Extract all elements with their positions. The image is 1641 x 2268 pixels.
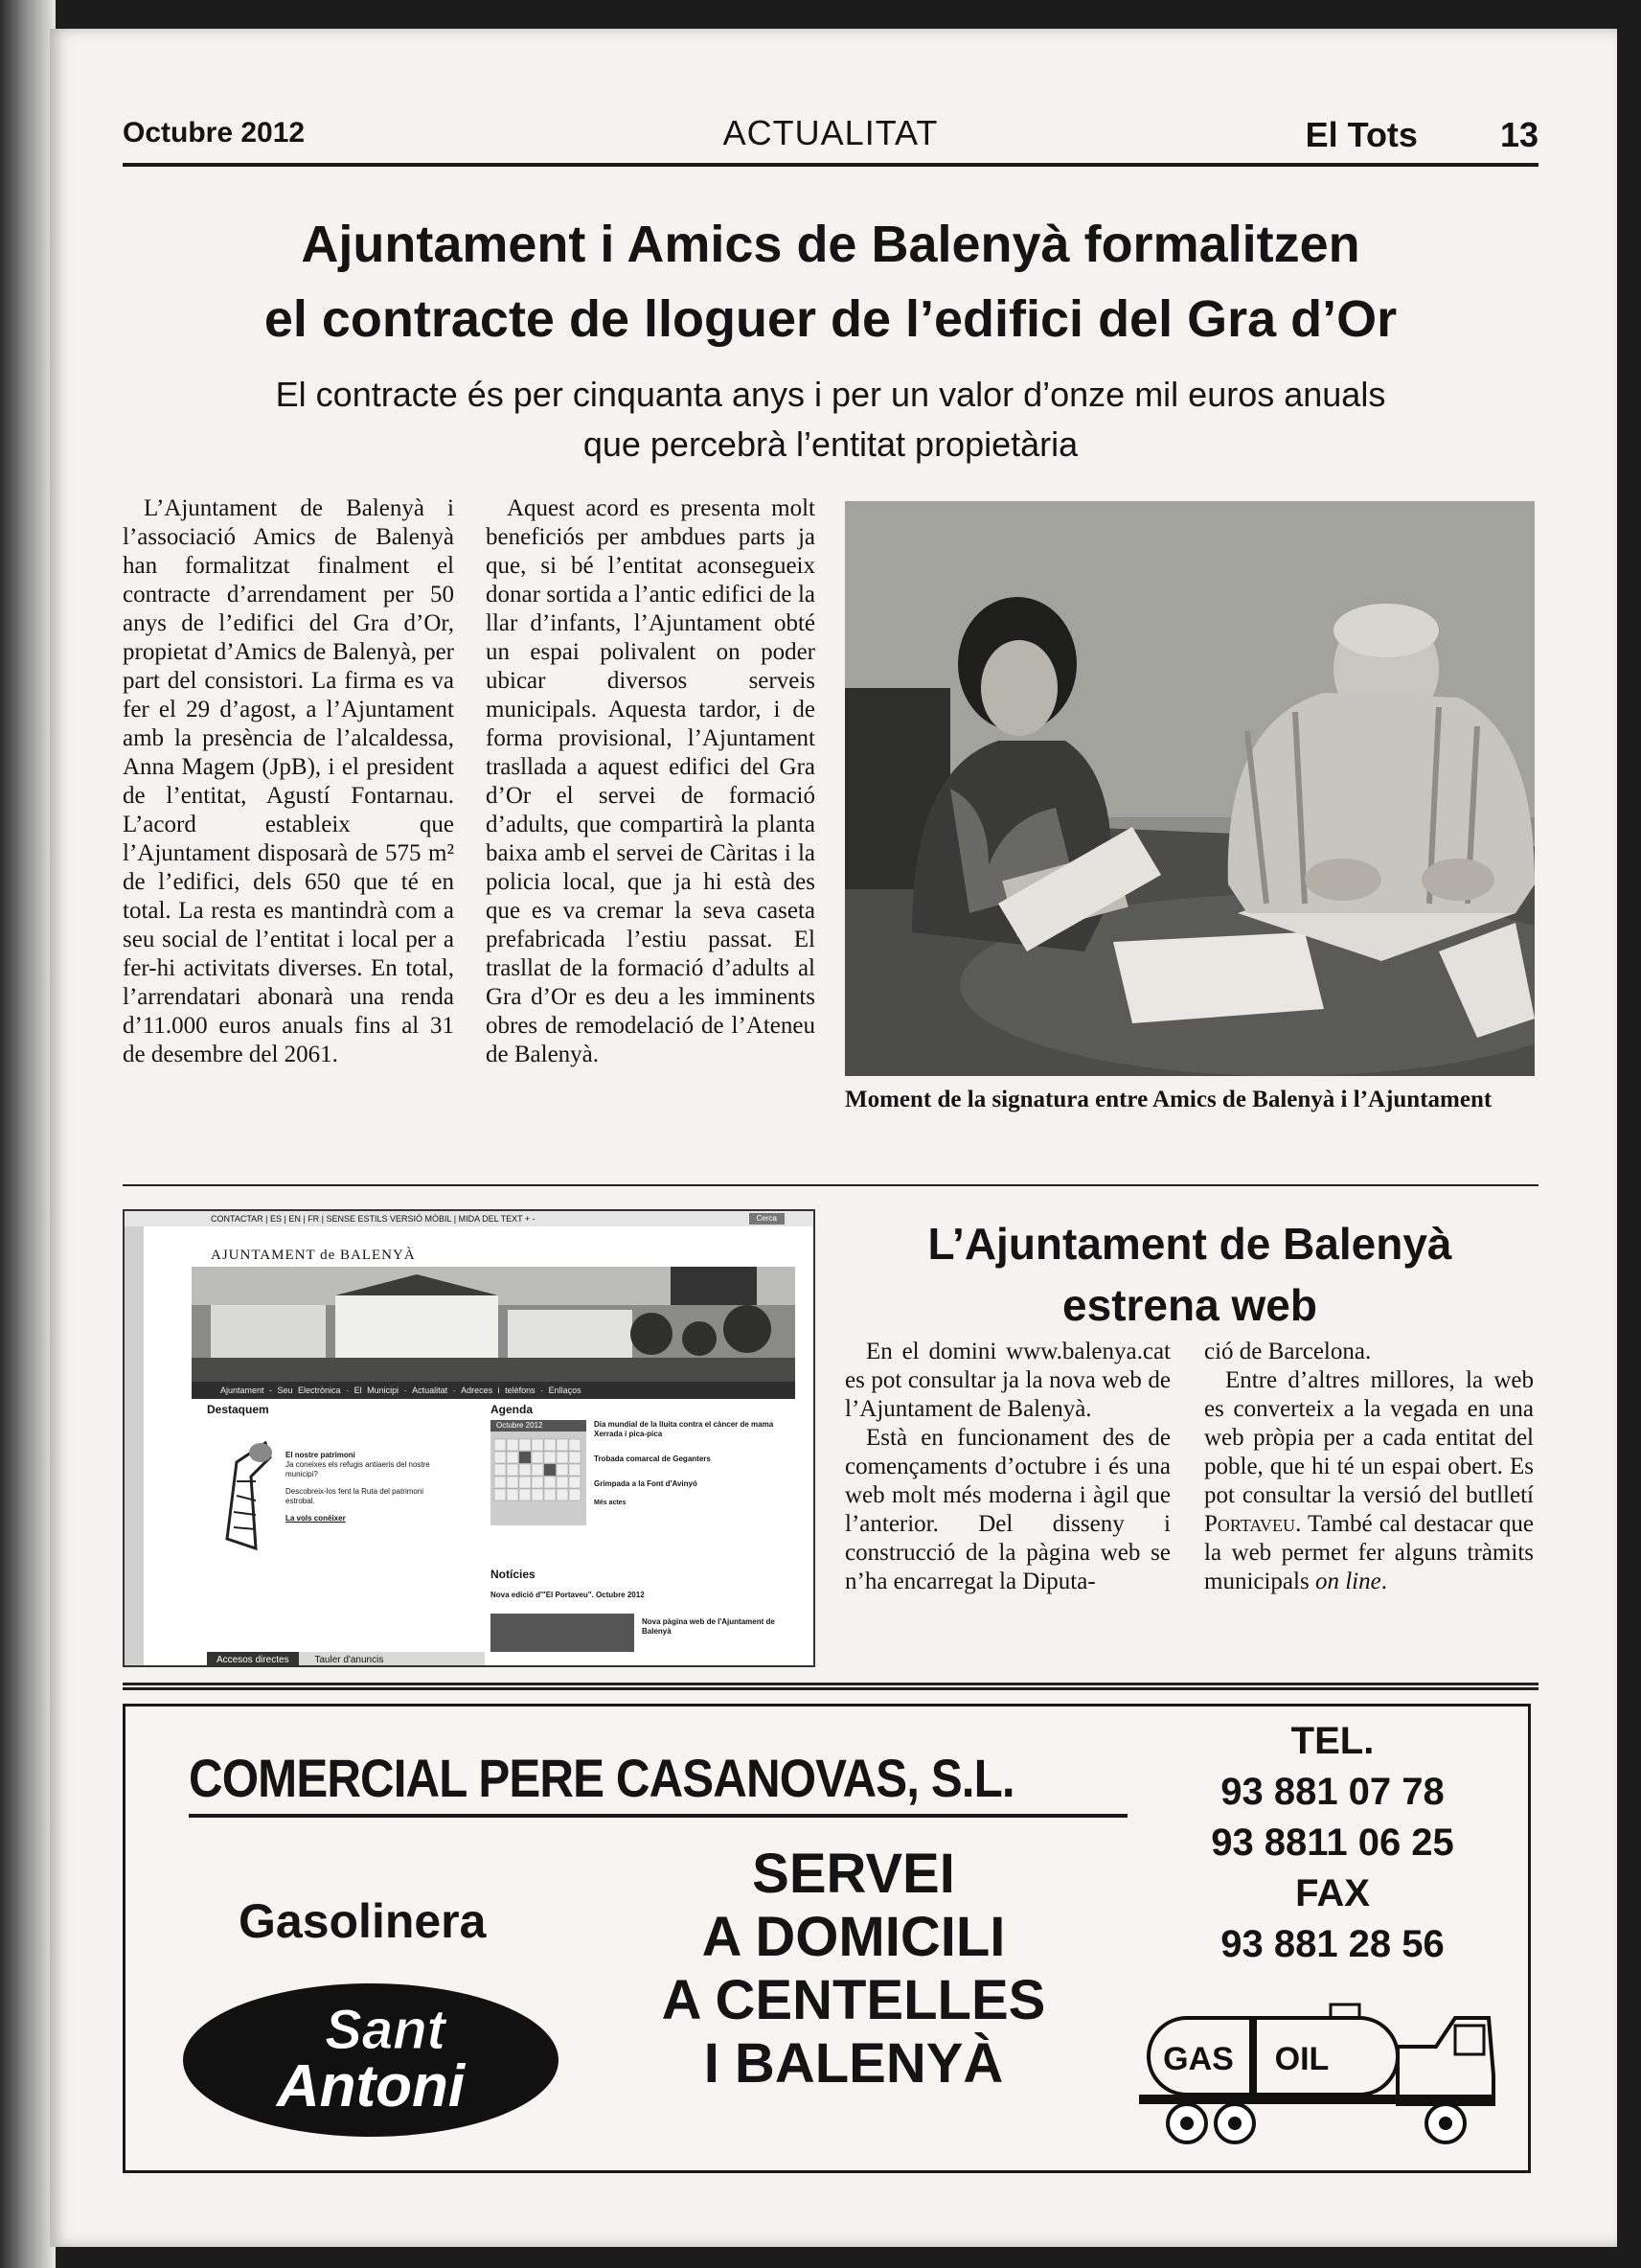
fax-number: 93 881 28 56 (1220, 1923, 1445, 1965)
service-line: A DOMICILI (701, 1906, 1006, 1968)
agenda-heading: Agenda (490, 1403, 534, 1416)
destaquem-link[interactable]: La vols conèixer (285, 1514, 346, 1523)
destaquem-text: Descobreix-los fent la Ruta del patrimoni estrobal. (285, 1487, 424, 1505)
contact-numbers (1131, 1716, 1534, 1970)
text-run: . (1380, 1569, 1387, 1594)
book-spine (0, 0, 56, 2268)
text-run: . També cal destacar que la web permet fer alguns tràmits municipals (1204, 1511, 1534, 1594)
screenshot-edge (125, 1226, 144, 1667)
headline-line-2: el contracte de lloguer de l’edifici del Gra d’Or (263, 290, 1398, 348)
article-column-1 (123, 494, 454, 1069)
photo-caption: Moment de la signatura entre Amics de Balenyà i l’Ajuntament (845, 1087, 1493, 1112)
mascot-illustration (213, 1424, 280, 1558)
article-paragraph: Aquest acord es presenta molt beneficiós per ambdues parts ja que, si bé l’entitat aconsegueix donar sortida a l’antic edifici de la llar d’infants, l’Ajuntament obté un espai polivalent on poder ubicar diversos serveis municipals. Aquesta tardor, i de forma provisional, l’Ajuntament trasllada a aquest edifici del Gra d’Or el servei de formació d’adults, que compartirà la planta baixa amb el servei de Càritas i la policia local, que ja hi està des que es va cremar la seva caseta prefabricada l’estiu passat. El trasllat de la formació d’adults al Gra d’Or es deu a les imminents obres de remodelació de l’Ateneu de Balenyà. (486, 495, 815, 1067)
article-headline (123, 207, 1538, 356)
service-line: A CENTELLES (661, 1969, 1046, 2031)
truck-label-gas: GAS (1163, 2041, 1234, 2077)
publication-name: Portaveu (1204, 1511, 1296, 1537)
article-subheadline (123, 370, 1538, 470)
logo-text-sant: Sant (325, 1999, 445, 2061)
service-text (604, 1843, 1103, 2096)
sant-antoni-logo (179, 1980, 562, 2141)
site-banner (192, 1267, 795, 1382)
article-paragraph: L’Ajuntament de Balenyà i l’associació Amics de Balenyà han formalitzat finalment el contracte d’arrendament per 50 anys de l’edifici del Gra d’Or, propietat d’Amics de Balenyà, per part del consistori. La firma es va fer el 29 d’agost, a l’Ajuntament amb la presència de l’alcaldessa, Anna Magem (JpB), i el president de l’entitat, Agustí Fontarnau. L’acord estableix que l’Ajuntament disposarà de 575 m² de l’edifici, dels 650 que té en total. La resta es mantindrà com a seu social de l’entitat i local per a fer-hi activitats diverses. En total, l’arrendatari abonarà una renda d’11.000 euros anuals fins al 31 de desembre del 2061. (123, 495, 454, 1067)
search-button: Cerca (749, 1213, 785, 1225)
article-paragraph: Està en funcionament des de començaments d’octubre i és una web molt més moderna i àgil que l’anterior. Del disseny i construcció de la pàgina web se n’ha encarregat la Diputa- (845, 1425, 1171, 1594)
agenda-item[interactable]: Grimpada a la Font d'Avinyó (594, 1479, 697, 1488)
news-item[interactable]: Nova edició d'"El Portaveu". Octubre 2012 (490, 1591, 645, 1599)
page-number: 13 (1499, 115, 1538, 154)
nav-item: Actualitat (412, 1386, 448, 1395)
phone-number: 93 881 07 78 (1220, 1771, 1445, 1813)
destaquem-heading: Destaquem (207, 1403, 269, 1416)
phone-number: 93 8811 06 25 (1211, 1821, 1454, 1864)
subheadline-line-1: El contracte és per cinquanta anys i per un valor d’onze mil euros anuals (275, 375, 1386, 414)
photo-illustration (845, 501, 1535, 1076)
text-run: on line (1314, 1569, 1381, 1594)
logo-text-antoni: Antoni (276, 2053, 466, 2119)
headline-line-1: Ajuntament i Amics de Balenyà formalitzen (301, 216, 1360, 273)
publication-info (1306, 115, 1538, 155)
service-line: SERVEI (752, 1843, 955, 1905)
page-header (123, 113, 1538, 167)
article-column-2 (486, 494, 815, 1069)
nav-item: Enllaços (548, 1386, 581, 1395)
company-underline (189, 1814, 1128, 1818)
fax-label: FAX (1295, 1872, 1370, 1914)
agenda-item[interactable]: Dia mundial de la lluita contra el càncer de mama Xerrada i pica-pica (594, 1420, 774, 1438)
advertisement (123, 1704, 1531, 2173)
subheadline-line-2: que percebrà l’entitat propietària (582, 424, 1079, 464)
web-article-headline (845, 1213, 1535, 1336)
web-article-column-2 (1204, 1338, 1534, 1596)
web-article-column-1 (845, 1338, 1171, 1596)
news-thumbnail (490, 1614, 634, 1652)
nav-item: El Municipi (353, 1386, 399, 1395)
site-nav: Ajuntament - Seu Electrònica · El Municipi · Actualitat · Adreces i telèfons · Enllaços (192, 1382, 795, 1399)
gasolinera-label: Gasolinera (239, 1894, 487, 1948)
section-title: ACTUALITAT (722, 113, 939, 152)
agenda-list (594, 1420, 786, 1508)
article-paragraph (1204, 1366, 1534, 1596)
nav-item: Ajuntament - Seu Electrònica (220, 1386, 341, 1395)
service-line: I BALENYÀ (703, 2032, 1004, 2095)
destaquem-box (285, 1451, 448, 1523)
article-paragraph: En el domini www.balenya.cat es pot consultar ja la nova web de l’Ajuntament de Balenyà. (845, 1339, 1171, 1422)
destaquem-title: El nostre patrimoni (285, 1451, 355, 1459)
calendar-grid (490, 1432, 586, 1525)
tab-accesos-directes[interactable]: Accesos directes (207, 1652, 299, 1667)
article-paragraph: ció de Barcelona. (1204, 1339, 1372, 1364)
tanker-truck-icon (1139, 1999, 1503, 2152)
agenda-calendar (490, 1420, 586, 1525)
tel-label: TEL. (1290, 1720, 1375, 1762)
issue-date: Octubre 2012 (123, 117, 306, 149)
company-name: COMERCIAL PERE CASANOVAS, S.L. (189, 1748, 1014, 1808)
news-item[interactable]: Nova pàgina web de l'Ajuntament de Balenyà (642, 1617, 775, 1636)
agenda-item[interactable]: Trobada comarcal de Geganters (594, 1455, 711, 1463)
web-headline-line-2: estrena web (1062, 1280, 1317, 1330)
truck-label-oil: OIL (1274, 2041, 1330, 2077)
bottom-tabs (207, 1652, 485, 1667)
advert-divider (123, 1683, 1538, 1690)
section-divider (123, 1184, 1538, 1186)
web-headline-line-1: L’Ajuntament de Balenyà (927, 1219, 1452, 1269)
news-heading: Notícies (490, 1568, 536, 1581)
calendar-month: Octubre 2012 (490, 1420, 586, 1432)
site-topbar (125, 1211, 813, 1226)
site-name: AJUNTAMENT de BALENYÀ (211, 1248, 416, 1263)
agenda-more-link[interactable]: Més actes (594, 1500, 627, 1506)
tab-tauler-anuncis[interactable]: Tauler d'anuncis (314, 1655, 384, 1665)
publication-name: El Tots (1305, 115, 1418, 154)
text-run: Entre d’altres millores, la web es converteix a la vegada en una web pròpia per a cada entitat del poble, que hi té un espai obert. Es pot consultar la versió del butlletí (1204, 1367, 1534, 1508)
topbar-links: CONTACTAR | ES | EN | FR | SENSE ESTILS VERSIÓ MÒBIL | MIDA DEL TEXT + - (211, 1214, 536, 1224)
website-screenshot (123, 1209, 815, 1667)
nav-item: Adreces i telèfons (461, 1386, 536, 1395)
destaquem-text: Ja coneixes els refugis antiaeris del nostre municipi? (285, 1460, 430, 1478)
signing-photo (845, 501, 1535, 1076)
